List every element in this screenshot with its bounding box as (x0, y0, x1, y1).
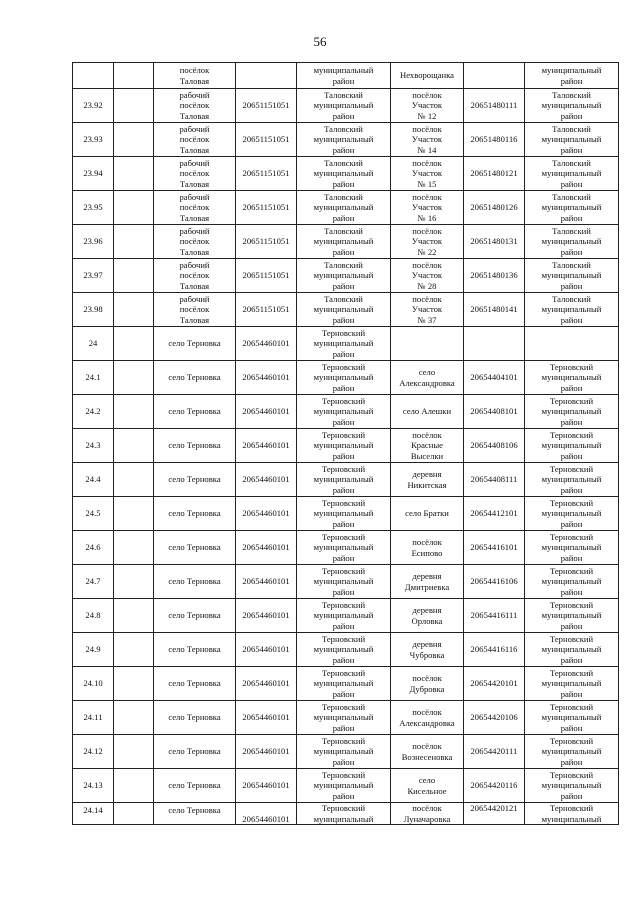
cell-oktmo-code: 20654460101 (236, 395, 297, 429)
cell-locality: посёлок Участок № 14 (391, 123, 464, 157)
cell-blank (114, 157, 154, 191)
table-row (73, 293, 619, 327)
cell-locality-district: Терновский муниципальный район (525, 565, 619, 599)
cell-blank (114, 463, 154, 497)
cell-district: Таловский муниципальный район (297, 225, 391, 259)
table-row (73, 599, 619, 633)
table-row (73, 463, 619, 497)
cell-number: 24.12 (73, 735, 114, 769)
cell-settlement: село Терновка (154, 327, 236, 361)
cell-number: 24.7 (73, 565, 114, 599)
cell-district: Терновский муниципальный район (297, 531, 391, 565)
cell-number: 24.8 (73, 599, 114, 633)
cell-locality-district: Терновский муниципальный район (525, 395, 619, 429)
table-row (73, 633, 619, 667)
cell-blank (114, 259, 154, 293)
cell-settlement: село Терновка (154, 429, 236, 463)
cell-settlement: село Терновка (154, 497, 236, 531)
cell-blank (114, 225, 154, 259)
cell-blank (114, 123, 154, 157)
cell-number: 24.14 (73, 803, 114, 825)
cell-number: 24.6 (73, 531, 114, 565)
cell-locality: посёлок Участок № 12 (391, 89, 464, 123)
cell-locality: посёлок Участок № 28 (391, 259, 464, 293)
cell-oktmo-code: 20654460101 (236, 633, 297, 667)
cell-locality-code: 20651480131 (464, 225, 525, 259)
cell-locality: Нехворощанка (391, 63, 464, 89)
cell-locality-district: Таловский муниципальный район (525, 89, 619, 123)
cell-oktmo-code: 20654460101 (236, 497, 297, 531)
cell-oktmo-code: 20651151051 (236, 157, 297, 191)
cell-locality: посёлок Луначаровка (391, 803, 464, 825)
cell-blank (114, 633, 154, 667)
cell-oktmo-code: 20651151051 (236, 191, 297, 225)
table-row (73, 89, 619, 123)
cell-locality: деревня Чубровка (391, 633, 464, 667)
cell-number: 24.11 (73, 701, 114, 735)
cell-settlement: село Терновка (154, 803, 236, 825)
cell-oktmo-code: 20654460101 (236, 769, 297, 803)
cell-blank (114, 293, 154, 327)
cell-locality-district: Терновский муниципальный район (525, 429, 619, 463)
cell-number: 23.98 (73, 293, 114, 327)
cell-locality: посёлок Участок № 15 (391, 157, 464, 191)
page-number: 56 (313, 34, 327, 49)
cell-settlement: село Терновка (154, 361, 236, 395)
cell-district: Таловский муниципальный район (297, 191, 391, 225)
cell-locality-code: 20654404101 (464, 361, 525, 395)
cell-number: 23.97 (73, 259, 114, 293)
cell-blank (114, 395, 154, 429)
cell-settlement: село Терновка (154, 701, 236, 735)
cell-blank (114, 531, 154, 565)
cell-locality-code: 20654416106 (464, 565, 525, 599)
cell-locality-code: 20651480121 (464, 157, 525, 191)
cell-oktmo-code: 20654460101 (236, 667, 297, 701)
cell-locality-code (464, 327, 525, 361)
cell-number: 23.92 (73, 89, 114, 123)
cell-district: Терновский муниципальный район (297, 701, 391, 735)
table-row (73, 701, 619, 735)
table-row (73, 803, 619, 825)
table-row (73, 191, 619, 225)
cell-oktmo-code: 20654460101 (236, 565, 297, 599)
table-row (73, 157, 619, 191)
cell-locality: посёлок Красные Выселки (391, 429, 464, 463)
cell-oktmo-code: 20654460101 (236, 327, 297, 361)
table-row (73, 259, 619, 293)
cell-blank (114, 63, 154, 89)
cell-locality: село Александровка (391, 361, 464, 395)
table-row (73, 565, 619, 599)
cell-locality-code: 20654420111 (464, 735, 525, 769)
cell-settlement: село Терновка (154, 769, 236, 803)
cell-locality-code: 20654416101 (464, 531, 525, 565)
cell-number: 24.2 (73, 395, 114, 429)
cell-settlement: рабочий посёлок Таловая (154, 225, 236, 259)
cell-locality-code: 20654416111 (464, 599, 525, 633)
cell-blank (114, 803, 154, 825)
cell-locality: посёлок Дубровка (391, 667, 464, 701)
cell-oktmo-code: 20651151051 (236, 225, 297, 259)
cell-oktmo-code: 20654460101 (236, 531, 297, 565)
cell-blank (114, 361, 154, 395)
cell-district: Таловский муниципальный район (297, 157, 391, 191)
cell-oktmo-code: 20654460101 (236, 803, 297, 825)
cell-settlement: село Терновка (154, 531, 236, 565)
cell-number: 24.10 (73, 667, 114, 701)
cell-district: Терновский муниципальный район (297, 599, 391, 633)
cell-settlement: село Терновка (154, 395, 236, 429)
cell-district: Терновский муниципальный район (297, 429, 391, 463)
cell-locality-district: Терновский муниципальный район (525, 701, 619, 735)
cell-blank (114, 701, 154, 735)
table-row (73, 123, 619, 157)
cell-locality-district: Терновский муниципальный район (525, 769, 619, 803)
cell-settlement: рабочий посёлок Таловая (154, 259, 236, 293)
cell-blank (114, 89, 154, 123)
cell-locality-code: 20654416116 (464, 633, 525, 667)
cell-locality-code: 20654420106 (464, 701, 525, 735)
table-row (73, 395, 619, 429)
cell-blank (114, 769, 154, 803)
cell-number: 23.94 (73, 157, 114, 191)
cell-locality: посёлок Участок № 22 (391, 225, 464, 259)
cell-locality-district: Терновский муниципальный район (525, 531, 619, 565)
cell-settlement: рабочий посёлок Таловая (154, 191, 236, 225)
cell-settlement: рабочий посёлок Таловая (154, 157, 236, 191)
cell-district: Терновский муниципальный район (297, 565, 391, 599)
cell-blank (114, 191, 154, 225)
cell-district: Терновский муниципальный район (297, 361, 391, 395)
settlements-table (72, 62, 619, 825)
cell-district: Терновский муниципальный район (297, 735, 391, 769)
cell-district: Терновский муниципальный район (297, 633, 391, 667)
cell-locality: село Кисельное (391, 769, 464, 803)
cell-locality-code: 20651480116 (464, 123, 525, 157)
cell-oktmo-code: 20654460101 (236, 701, 297, 735)
cell-blank (114, 429, 154, 463)
cell-locality-code: 20651480141 (464, 293, 525, 327)
cell-locality-code (464, 63, 525, 89)
cell-locality: посёлок Есипово (391, 531, 464, 565)
cell-locality-district: Терновский муниципальный район (525, 633, 619, 667)
cell-settlement: село Терновка (154, 667, 236, 701)
cell-district: Таловский муниципальный район (297, 259, 391, 293)
cell-number: 24.4 (73, 463, 114, 497)
cell-locality: деревня Дмитриевка (391, 565, 464, 599)
cell-district: Терновский муниципальный район (297, 667, 391, 701)
cell-number: 24.1 (73, 361, 114, 395)
cell-locality-district: Таловский муниципальный район (525, 123, 619, 157)
cell-number: 24.5 (73, 497, 114, 531)
cell-locality: село Братки (391, 497, 464, 531)
cell-locality-district: Терновский муниципальный район (525, 497, 619, 531)
cell-oktmo-code: 20654460101 (236, 361, 297, 395)
cell-locality-code: 20651480126 (464, 191, 525, 225)
cell-number: 23.96 (73, 225, 114, 259)
cell-locality: село Алешки (391, 395, 464, 429)
cell-number: 24 (73, 327, 114, 361)
cell-locality-code: 20651480111 (464, 89, 525, 123)
cell-locality-district: Таловский муниципальный район (525, 293, 619, 327)
table-row (73, 63, 619, 89)
cell-locality-code: 20654420116 (464, 769, 525, 803)
cell-oktmo-code (236, 63, 297, 89)
table-row (73, 735, 619, 769)
cell-oktmo-code: 20651151051 (236, 123, 297, 157)
cell-district: муниципальный район (297, 63, 391, 89)
cell-blank (114, 599, 154, 633)
cell-blank (114, 327, 154, 361)
cell-locality: посёлок Участок № 37 (391, 293, 464, 327)
cell-number: 24.9 (73, 633, 114, 667)
cell-locality: посёлок Участок № 16 (391, 191, 464, 225)
table-row (73, 429, 619, 463)
cell-locality-district: Таловский муниципальный район (525, 259, 619, 293)
cell-oktmo-code: 20651151051 (236, 259, 297, 293)
cell-locality-district: муниципальный район (525, 63, 619, 89)
cell-locality-district: Таловский муниципальный район (525, 191, 619, 225)
cell-number (73, 63, 114, 89)
cell-settlement: рабочий посёлок Таловая (154, 293, 236, 327)
cell-oktmo-code: 20654460101 (236, 463, 297, 497)
cell-locality-code: 20654412101 (464, 497, 525, 531)
cell-district: Терновский муниципальный район (297, 327, 391, 361)
cell-locality-code: 20654420101 (464, 667, 525, 701)
cell-oktmo-code: 20654460101 (236, 429, 297, 463)
cell-oktmo-code: 20651151051 (236, 293, 297, 327)
cell-locality (391, 327, 464, 361)
cell-district: Терновский муниципальный район (297, 769, 391, 803)
cell-locality: деревня Никитская (391, 463, 464, 497)
cell-locality-code: 20654408111 (464, 463, 525, 497)
cell-locality: посёлок Вознесеновка (391, 735, 464, 769)
cell-locality-code: 20651480136 (464, 259, 525, 293)
cell-locality-district: Терновский муниципальный район (525, 463, 619, 497)
cell-blank (114, 565, 154, 599)
cell-locality-district: Терновский муниципальный (525, 803, 619, 825)
cell-oktmo-code: 20654460101 (236, 735, 297, 769)
cell-locality-code: 20654408101 (464, 395, 525, 429)
table-row (73, 327, 619, 361)
cell-settlement: село Терновка (154, 599, 236, 633)
table-row (73, 667, 619, 701)
cell-settlement: посёлок Таловая (154, 63, 236, 89)
cell-oktmo-code: 20654460101 (236, 599, 297, 633)
table-row (73, 497, 619, 531)
cell-blank (114, 667, 154, 701)
cell-number: 24.3 (73, 429, 114, 463)
cell-locality: деревня Орловка (391, 599, 464, 633)
cell-locality-code: 20654408106 (464, 429, 525, 463)
cell-locality-district (525, 327, 619, 361)
table-row (73, 361, 619, 395)
table-row (73, 225, 619, 259)
cell-number: 23.93 (73, 123, 114, 157)
cell-district: Терновский муниципальный (297, 803, 391, 825)
cell-settlement: село Терновка (154, 633, 236, 667)
cell-settlement: село Терновка (154, 735, 236, 769)
cell-locality-district: Терновский муниципальный район (525, 667, 619, 701)
cell-settlement: рабочий посёлок Таловая (154, 89, 236, 123)
cell-district: Таловский муниципальный район (297, 89, 391, 123)
cell-district: Терновский муниципальный район (297, 463, 391, 497)
table-row (73, 531, 619, 565)
table-row (73, 769, 619, 803)
cell-district: Таловский муниципальный район (297, 123, 391, 157)
cell-number: 24.13 (73, 769, 114, 803)
cell-district: Терновский муниципальный район (297, 497, 391, 531)
cell-locality-district: Терновский муниципальный район (525, 361, 619, 395)
cell-blank (114, 735, 154, 769)
cell-district: Терновский муниципальный район (297, 395, 391, 429)
cell-locality-code: 20654420121 (464, 803, 525, 825)
cell-settlement: село Терновка (154, 565, 236, 599)
cell-number: 23.95 (73, 191, 114, 225)
cell-locality-district: Терновский муниципальный район (525, 735, 619, 769)
cell-district: Таловский муниципальный район (297, 293, 391, 327)
cell-settlement: рабочий посёлок Таловая (154, 123, 236, 157)
cell-blank (114, 497, 154, 531)
cell-locality-district: Таловский муниципальный район (525, 157, 619, 191)
cell-locality: посёлок Александровка (391, 701, 464, 735)
table-body (73, 63, 619, 825)
cell-locality-district: Терновский муниципальный район (525, 599, 619, 633)
cell-settlement: село Терновка (154, 463, 236, 497)
cell-oktmo-code: 20651151051 (236, 89, 297, 123)
cell-locality-district: Таловский муниципальный район (525, 225, 619, 259)
